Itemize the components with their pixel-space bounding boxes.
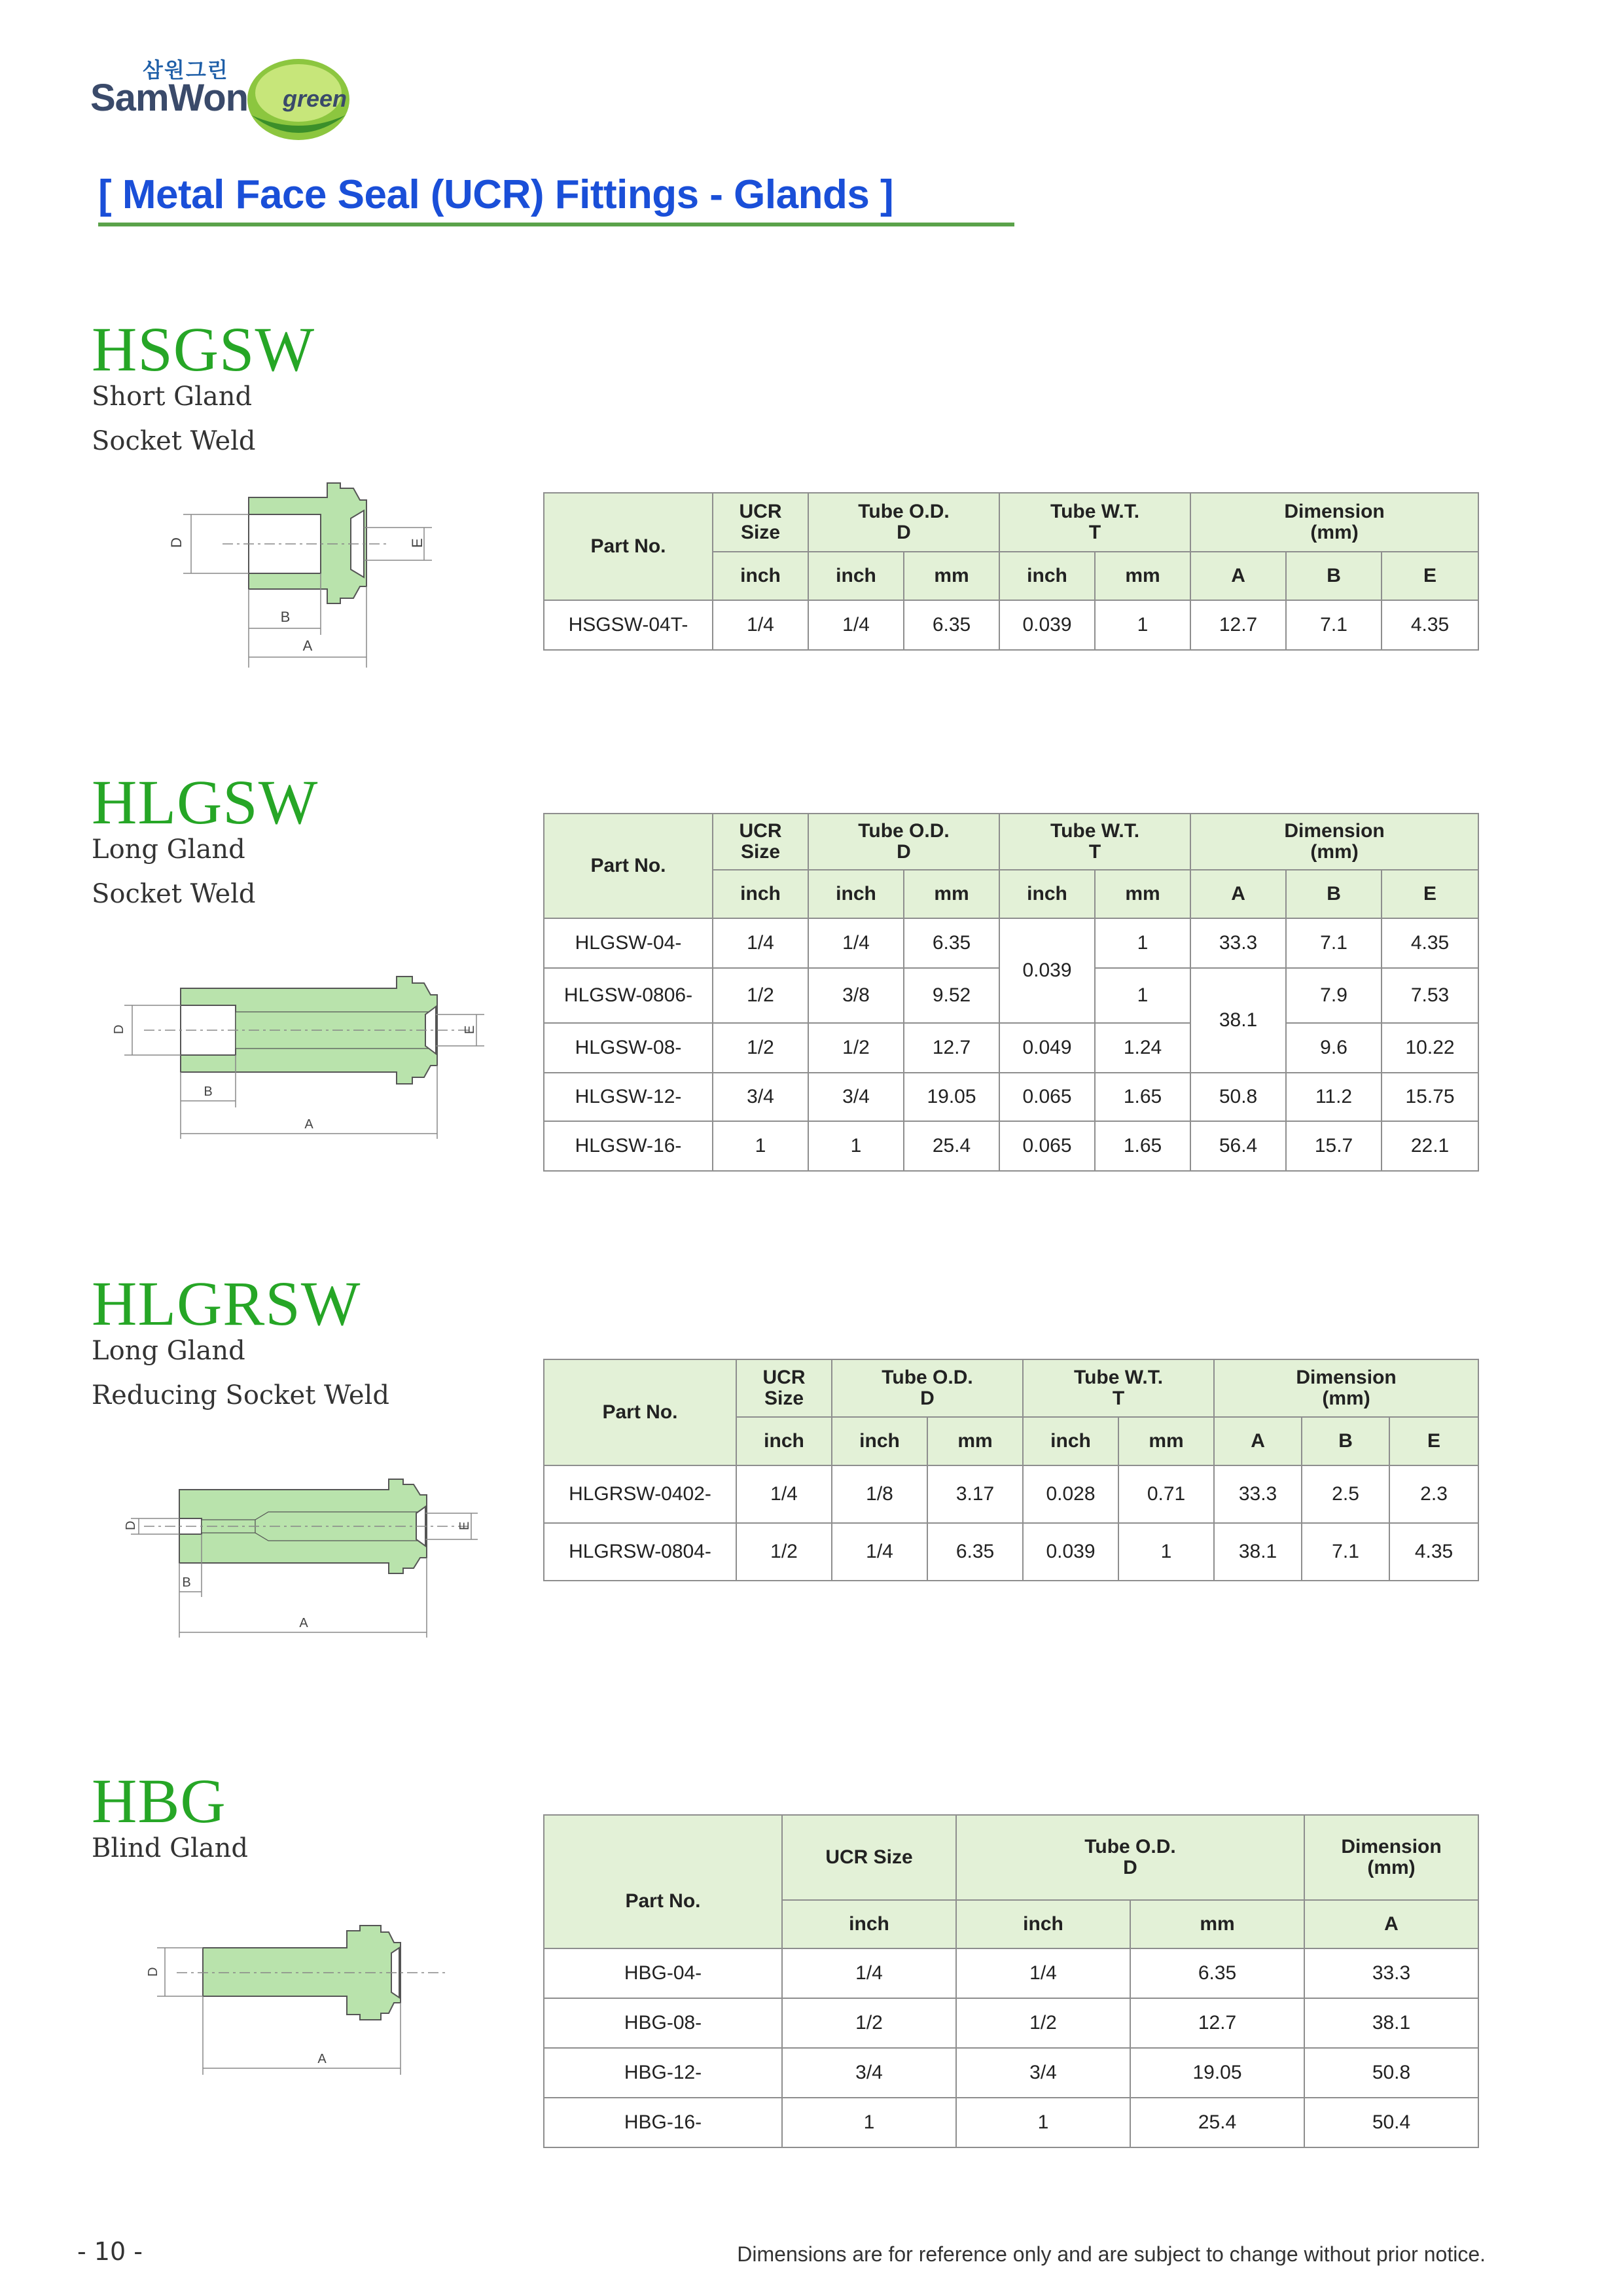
- header-text: UCR Size: [739, 501, 782, 543]
- cell: 7.53: [1382, 968, 1478, 1023]
- cell: 25.4: [1130, 2098, 1304, 2147]
- hbg-table: [543, 1814, 1479, 2148]
- cell: 12.7: [1130, 1998, 1304, 2048]
- header-text: UCR Size: [739, 820, 782, 863]
- header-unit-cell: A: [1214, 1417, 1302, 1465]
- header-ucr-size: [713, 814, 808, 870]
- header-unit-cell: inch: [832, 1417, 927, 1465]
- cell: 3/8: [808, 968, 904, 1023]
- header-unit-cell: A: [1190, 552, 1286, 600]
- cell: 3/4: [713, 1073, 808, 1121]
- cell: 19.05: [904, 1073, 999, 1121]
- cell: 1: [1095, 968, 1190, 1023]
- header-unit: (mm): [1322, 1388, 1370, 1409]
- cell: 1: [956, 2098, 1130, 2147]
- header-text: Tube W.T.: [1050, 501, 1140, 522]
- header-unit-cell: inch: [1023, 1417, 1118, 1465]
- header-tube-wt: [1023, 1359, 1214, 1417]
- cell: 1/4: [713, 918, 808, 968]
- cell-merged: 38.1: [1190, 968, 1286, 1073]
- dim-label-d: D: [168, 537, 185, 548]
- cell: 0.028: [1023, 1465, 1118, 1523]
- cell: 1/4: [808, 600, 904, 650]
- header-text: Tube O.D.: [882, 1367, 973, 1388]
- section-desc-hsgsw: [92, 374, 256, 463]
- hsgsw-drawing: [157, 471, 452, 668]
- section-line: Socket Weld: [92, 879, 256, 909]
- header-dimension: [1214, 1359, 1478, 1417]
- dim-label-b: B: [182, 1575, 191, 1590]
- header-text: Dimension: [1284, 501, 1385, 522]
- cell: 3/4: [956, 2048, 1130, 2098]
- header-text: Tube W.T.: [1050, 820, 1140, 842]
- header-unit-cell: mm: [1130, 1900, 1304, 1948]
- header-symbol: T: [1088, 522, 1101, 543]
- header-symbol: T: [1112, 1388, 1125, 1409]
- dim-label-d: D: [146, 1967, 160, 1977]
- header-unit-cell: A: [1190, 870, 1286, 918]
- cell: 2.3: [1389, 1465, 1478, 1523]
- logo-korean-text: 삼원그린: [143, 58, 229, 82]
- hlgrsw-table: [543, 1359, 1479, 1581]
- cell-part-no: HBG-12-: [544, 2048, 782, 2098]
- cell: 1: [1095, 918, 1190, 968]
- cell-part-no: HLGSW-16-: [544, 1121, 713, 1171]
- cell: 15.7: [1286, 1121, 1382, 1171]
- cell: 7.1: [1286, 600, 1382, 650]
- cell: 19.05: [1130, 2048, 1304, 2098]
- header-unit-cell: mm: [904, 552, 999, 600]
- table-row: [544, 2048, 1478, 2098]
- header-tube-od: [808, 493, 999, 552]
- cell: 22.1: [1382, 1121, 1478, 1171]
- cell-part-no: HBG-04-: [544, 1948, 782, 1998]
- header-part-no: Part No.: [544, 814, 713, 918]
- cell: 6.35: [904, 600, 999, 650]
- section-code-hlgsw: HLGSW: [92, 767, 319, 837]
- table-row: [544, 1998, 1478, 2048]
- hbg-drawing: [137, 1911, 478, 2081]
- cell: 33.3: [1304, 1948, 1478, 1998]
- header-unit-cell: E: [1389, 1417, 1478, 1465]
- cell: 1/4: [808, 918, 904, 968]
- cell: 7.1: [1302, 1523, 1389, 1581]
- header-symbol: D: [897, 522, 911, 543]
- header-unit-cell: B: [1302, 1417, 1389, 1465]
- header-symbol: D: [1123, 1857, 1137, 1878]
- cell: 7.9: [1286, 968, 1382, 1023]
- header-unit-cell: inch: [999, 870, 1095, 918]
- cell: 1/2: [808, 1023, 904, 1073]
- cell: 0.039: [999, 600, 1095, 650]
- cell: 0.065: [999, 1073, 1095, 1121]
- header-dimension: [1190, 493, 1478, 552]
- section-desc-hlgsw: [92, 827, 256, 916]
- cell: 1: [1118, 1523, 1214, 1581]
- dim-label-b: B: [280, 609, 291, 625]
- table-row: [544, 1948, 1478, 1998]
- cell: 11.2: [1286, 1073, 1382, 1121]
- cell-part-no: HSGSW-04T-: [544, 600, 713, 650]
- header-text: UCR Size: [762, 1367, 806, 1409]
- dim-label-e: E: [463, 1025, 477, 1034]
- header-unit-cell: inch: [736, 1417, 832, 1465]
- dim-label-e: E: [457, 1521, 472, 1530]
- header-unit-cell: mm: [1095, 870, 1190, 918]
- header-part-no: Part No.: [544, 1359, 736, 1465]
- cell-part-no: HLGRSW-0402-: [544, 1465, 736, 1523]
- hlgrsw-drawing: [118, 1466, 497, 1643]
- header-dimension: [1304, 1815, 1478, 1900]
- cell: 3/4: [808, 1073, 904, 1121]
- cell-part-no: HBG-08-: [544, 1998, 782, 2048]
- cell: 1/4: [956, 1948, 1130, 1998]
- header-unit-cell: A: [1304, 1900, 1478, 1948]
- header-unit-cell: inch: [713, 552, 808, 600]
- header-unit-cell: inch: [808, 870, 904, 918]
- dim-label-a: A: [317, 2052, 327, 2066]
- dim-label-a: A: [304, 1117, 313, 1132]
- cell: 3/4: [782, 2048, 956, 2098]
- cell: 12.7: [1190, 600, 1286, 650]
- section-line: Blind Gland: [92, 1833, 249, 1863]
- section-line: Reducing Socket Weld: [92, 1380, 389, 1410]
- table-row: [544, 1073, 1478, 1121]
- section-line: Long Gland: [92, 1336, 245, 1366]
- cell-part-no: HLGSW-08-: [544, 1023, 713, 1073]
- header-part-no: Part No.: [544, 493, 713, 600]
- header-text: Dimension: [1296, 1367, 1397, 1388]
- cell: 1: [808, 1121, 904, 1171]
- cell: 0.71: [1118, 1465, 1214, 1523]
- cell: 38.1: [1304, 1998, 1478, 2048]
- cell: 0.065: [999, 1121, 1095, 1171]
- header-unit-cell: inch: [713, 870, 808, 918]
- cell: 38.1: [1214, 1523, 1302, 1581]
- header-text: Dimension: [1341, 1836, 1442, 1857]
- dim-label-a: A: [302, 637, 313, 654]
- dim-label-d: D: [124, 1520, 138, 1530]
- cell: 33.3: [1190, 918, 1286, 968]
- header-symbol: D: [897, 841, 911, 863]
- cell: 33.3: [1214, 1465, 1302, 1523]
- header-ucr-size: UCR Size: [782, 1815, 956, 1900]
- cell-part-no: HBG-16-: [544, 2098, 782, 2147]
- table-row: [544, 918, 1478, 968]
- section-line: Short Gland: [92, 382, 253, 412]
- cell-part-no: HLGSW-12-: [544, 1073, 713, 1121]
- header-unit-cell: E: [1382, 870, 1478, 918]
- cell: 12.7: [904, 1023, 999, 1073]
- cell: 2.5: [1302, 1465, 1389, 1523]
- cell: 1.24: [1095, 1023, 1190, 1073]
- cell: 1/2: [782, 1998, 956, 2048]
- header-unit-cell: mm: [904, 870, 999, 918]
- table-row: [544, 2098, 1478, 2147]
- section-line: Socket Weld: [92, 426, 256, 456]
- section-desc-hlgrsw: [92, 1329, 389, 1418]
- cell: 10.22: [1382, 1023, 1478, 1073]
- header-ucr-size: [713, 493, 808, 552]
- cell: 1/2: [956, 1998, 1130, 2048]
- cell: 1.65: [1095, 1121, 1190, 1171]
- table-row: [544, 1023, 1478, 1073]
- header-text: Tube O.D.: [1084, 1836, 1176, 1857]
- header-symbol: D: [920, 1388, 935, 1409]
- dim-label-b: B: [204, 1085, 213, 1099]
- section-code-hbg: HBG: [92, 1766, 226, 1836]
- cell: 9.6: [1286, 1023, 1382, 1073]
- hlgsw-drawing: [105, 962, 497, 1145]
- cell: 4.35: [1382, 600, 1478, 650]
- header-unit-cell: mm: [1095, 552, 1190, 600]
- header-text: Tube O.D.: [858, 501, 950, 522]
- header-ucr-size: [736, 1359, 832, 1417]
- cell: 1/8: [832, 1465, 927, 1523]
- cell: 9.52: [904, 968, 999, 1023]
- section-desc-hbg: [92, 1826, 248, 1871]
- cell: 1/2: [736, 1523, 832, 1581]
- header-text: Tube W.T.: [1073, 1367, 1164, 1388]
- title-underline: [98, 223, 1014, 226]
- header-unit: (mm): [1310, 522, 1359, 543]
- cell: 1: [782, 2098, 956, 2147]
- logo-suffix-text: green: [283, 85, 348, 112]
- header-tube-wt: [999, 814, 1190, 870]
- cell: 7.1: [1286, 918, 1382, 968]
- cell: 4.35: [1389, 1523, 1478, 1581]
- cell: 1: [1095, 600, 1190, 650]
- section-line: Long Gland: [92, 834, 245, 865]
- hlgsw-table: [543, 813, 1479, 1172]
- header-unit: (mm): [1367, 1857, 1416, 1878]
- cell: 1/2: [713, 1023, 808, 1073]
- cell: 50.8: [1304, 2048, 1478, 2098]
- header-unit-cell: inch: [999, 552, 1095, 600]
- cell: 0.039: [1023, 1523, 1118, 1581]
- cell: 15.75: [1382, 1073, 1478, 1121]
- cell: 56.4: [1190, 1121, 1286, 1171]
- cell: 50.8: [1190, 1073, 1286, 1121]
- header-dimension: [1190, 814, 1478, 870]
- table-row: [544, 600, 1478, 650]
- footer-disclaimer: Dimensions are for reference only and are subject to change without prior notice.: [737, 2242, 1486, 2266]
- header-unit-cell: inch: [956, 1900, 1130, 1948]
- section-code-hsgsw: HSGSW: [92, 314, 315, 384]
- table-row: [544, 1121, 1478, 1171]
- cell: 1.65: [1095, 1073, 1190, 1121]
- header-unit: (mm): [1310, 841, 1359, 863]
- header-tube-wt: [999, 493, 1190, 552]
- cell: 1/2: [713, 968, 808, 1023]
- cell-merged: 0.039: [999, 918, 1095, 1023]
- section-code-hlgrsw: HLGRSW: [92, 1268, 361, 1338]
- cell: 1/4: [782, 1948, 956, 1998]
- header-text: Dimension: [1284, 820, 1385, 842]
- cell: 1: [713, 1121, 808, 1171]
- cell: 6.35: [927, 1523, 1023, 1581]
- cell: 1/4: [713, 600, 808, 650]
- hsgsw-table: [543, 492, 1479, 651]
- cell-part-no: HLGRSW-0804-: [544, 1523, 736, 1581]
- header-unit-cell: inch: [782, 1900, 956, 1948]
- header-unit-cell: mm: [1118, 1417, 1214, 1465]
- cell: 6.35: [904, 918, 999, 968]
- dim-label-d: D: [112, 1024, 126, 1034]
- header-tube-od: [832, 1359, 1023, 1417]
- header-unit-cell: inch: [808, 552, 904, 600]
- cell: 4.35: [1382, 918, 1478, 968]
- cell: 25.4: [904, 1121, 999, 1171]
- page-number: - 10 -: [77, 2237, 143, 2266]
- header-unit-cell: mm: [927, 1417, 1023, 1465]
- cell: 50.4: [1304, 2098, 1478, 2147]
- cell: 0.049: [999, 1023, 1095, 1073]
- header-symbol: T: [1088, 841, 1101, 863]
- cell: 1/4: [736, 1465, 832, 1523]
- dim-label-e: E: [409, 538, 425, 548]
- cell: 3.17: [927, 1465, 1023, 1523]
- cell: 1/4: [832, 1523, 927, 1581]
- cell-part-no: HLGSW-0806-: [544, 968, 713, 1023]
- table-row: [544, 1523, 1478, 1581]
- page-title: [ Metal Face Seal (UCR) Fittings - Glands ]: [98, 172, 894, 217]
- header-text: Tube O.D.: [858, 820, 950, 842]
- dim-label-a: A: [299, 1616, 308, 1630]
- header-tube-od: [956, 1815, 1304, 1900]
- header-unit-cell: E: [1382, 552, 1478, 600]
- cell: 6.35: [1130, 1948, 1304, 1998]
- company-logo: [90, 52, 365, 151]
- header-part-no: Part No.: [544, 1815, 782, 1948]
- logo-name-text: SamWon: [90, 77, 249, 119]
- header-unit-cell: B: [1286, 552, 1382, 600]
- header-tube-od: [808, 814, 999, 870]
- cell-part-no: HLGSW-04-: [544, 918, 713, 968]
- table-row: [544, 1465, 1478, 1523]
- header-unit-cell: B: [1286, 870, 1382, 918]
